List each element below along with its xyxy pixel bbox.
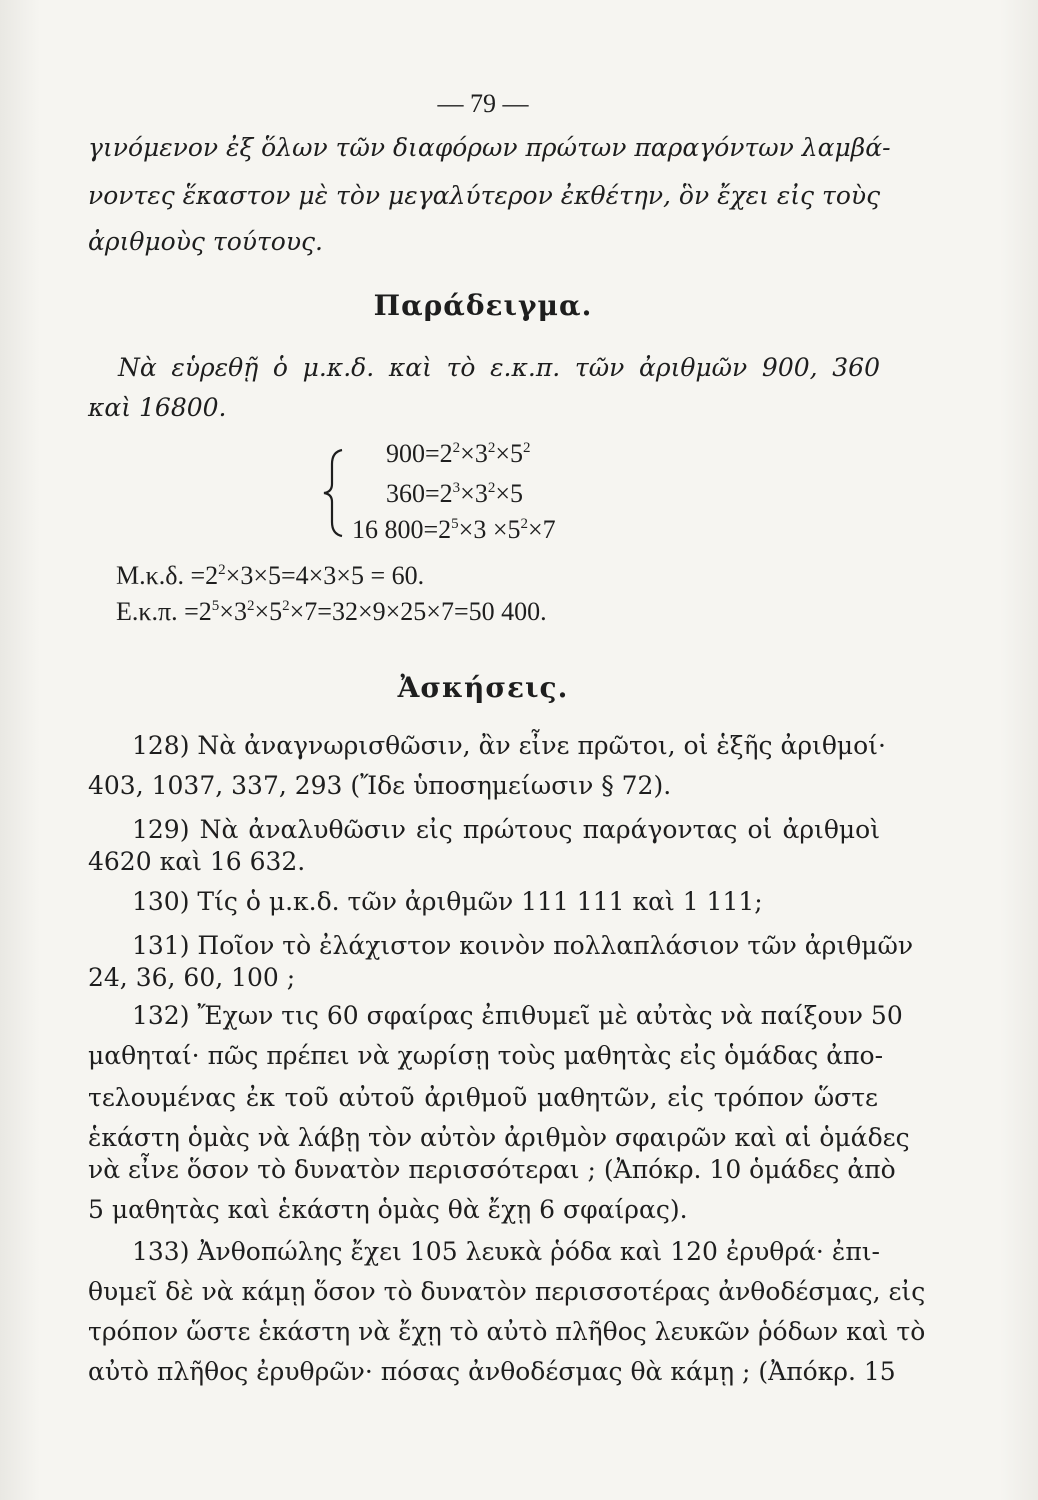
exercise-line: ἑκάστη ὁμὰς νὰ λάβῃ τὸν αὐτὸν ἀριθμὸν σφαιρῶν καὶ αἱ ὁμάδες xyxy=(88,1123,910,1152)
exercise-line: 131) Ποῖον τὸ ἐλάχιστον κοινὸν πολλαπλάσιον τῶν ἀριθμῶν xyxy=(132,931,914,960)
factorization-16800: 16 $800=2^5\times 3 \times 5^2\times 7$ xyxy=(352,515,556,544)
exercise-line: 403, 1037, 337, 293 (Ἴδε ὑποσημείωσιν § 72). xyxy=(88,771,672,800)
intro-line-2: νοντες ἕκαστον μὲ τὸν μεγαλύτερον ἐκθέτην, ὃν ἔχει εἰς τοὺς xyxy=(88,181,881,210)
exercise-line: νὰ εἶνε ὅσον τὸ δυνατὸν περισσότεραι ; (Ἀπόκρ. 10 ὁμάδες ἀπὸ xyxy=(88,1155,896,1184)
exercise-line: 4620 καὶ 16 632. xyxy=(88,847,306,876)
example-line-2: καὶ 16800. xyxy=(88,393,227,422)
intro-line-1: γινόμενον ἐξ ὅλων τῶν διαφόρων πρώτων παραγόντων λαμβά- xyxy=(88,133,891,162)
exercise-line: 129) Νὰ ἀναλυθῶσιν εἰς πρώτους παράγοντας οἱ ἀριθμοὶ xyxy=(132,815,880,844)
exercise-line: θυμεῖ δὲ νὰ κάμῃ ὅσον τὸ δυνατὸν περισσοτέρας ἀνθοδέσμας, εἰς xyxy=(88,1277,926,1306)
exercise-line: 130) Τίς ὁ μ.κ.δ. τῶν ἀριθμῶν 111 111 καὶ 1 111; xyxy=(132,887,763,916)
page-number: — 79 — xyxy=(437,89,529,118)
factorization-360: $360=2^3\times 3^2\times 5$ xyxy=(386,479,524,508)
exercise-line: 128) Νὰ ἀναγνωρισθῶσιν, ἂν εἶνε πρῶτοι, οἱ ἑξῆς ἀριθμοί· xyxy=(132,731,886,760)
exercises-heading: Ἀσκήσεις. xyxy=(397,671,569,704)
exercise-line: 132) Ἔχων τις 60 σφαίρας ἐπιθυμεῖ μὲ αὐτὰς νὰ παίξουν 50 xyxy=(132,1001,903,1030)
exercise-line: τελουμένας ἐκ τοῦ αὐτοῦ ἀριθμοῦ μαθητῶν, εἰς τρόπον ὥστε xyxy=(88,1083,878,1112)
lcm-line: Ε.κ.π. $=2^5\times 3^2\times 5^2\times 7=32\times 9\times 25\times 7=50$ 400. xyxy=(116,597,547,626)
exercise-line: 24, 36, 60, 100 ; xyxy=(88,963,296,992)
intro-line-3: ἀριθμοὺς τούτους. xyxy=(88,227,323,256)
exercise-line: μαθηταί· πῶς πρέπει νὰ χωρίσῃ τοὺς μαθητὰς εἰς ὁμάδας ἀπο- xyxy=(88,1041,884,1070)
exercise-line: 133) Ἀνθοπώλης ἔχει 105 λευκὰ ῥόδα καὶ 120 ἐρυθρά· ἐπι- xyxy=(132,1237,880,1266)
exercise-line: 5 μαθητὰς καὶ ἑκάστη ὁμὰς θὰ ἔχῃ 6 σφαίρας). xyxy=(88,1195,688,1224)
example-heading: Παράδειγμα. xyxy=(373,289,593,322)
exercise-line: αὐτὸ πλῆθος ἐρυθρῶν· πόσας ἀνθοδέσμας θὰ κάμῃ ; (Ἀπόκρ. 15 xyxy=(88,1357,896,1386)
curly-brace-icon xyxy=(322,448,348,538)
exercise-line: τρόπον ὥστε ἑκάστη νὰ ἔχῃ τὸ αὐτὸ πλῆθος λευκῶν ῥόδων καὶ τὸ xyxy=(88,1317,926,1346)
example-line-1: Νὰ εὑρεθῇ ὁ μ.κ.δ. καὶ τὸ ε.κ.π. τῶν ἀριθμῶν 900, 360 xyxy=(118,353,880,382)
gcd-line: Μ.κ.δ. $=2^2\times 3\times 5=4\times 3\times 5 = 60$. xyxy=(116,561,425,590)
factorization-900: $900=2^2\times 3^2\times 5^2$ xyxy=(386,439,531,468)
